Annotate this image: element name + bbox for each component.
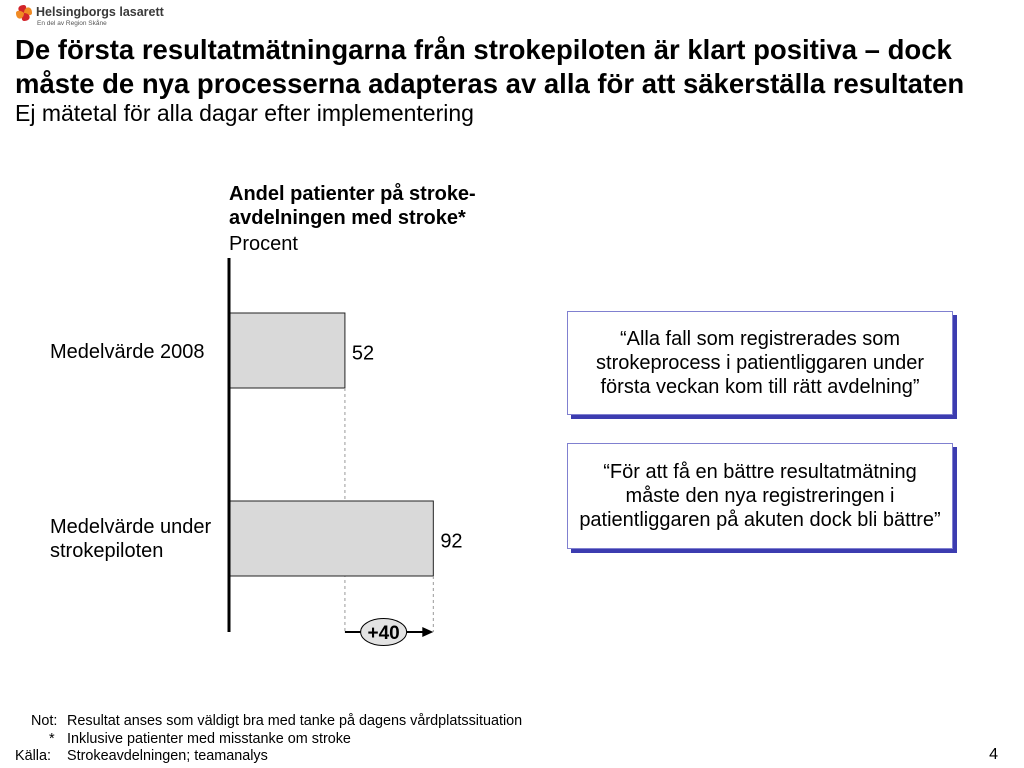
difference-label: +40 (367, 623, 400, 644)
chart-header (229, 182, 487, 256)
quote-box-1 (567, 311, 953, 415)
footnote-text: Inklusive patienter med misstanke om stroke (67, 731, 351, 747)
bar-1 (230, 313, 345, 388)
category-label-1: Medelvärde 2008 (50, 341, 205, 363)
footnote-label: * (49, 731, 55, 747)
quote-text: “För att få en bättre resultatmätning måste den nya registreringen i patientliggaren på akuten dock bli bättre” (579, 461, 941, 531)
quote-box-2 (567, 443, 953, 549)
logo-tagline: En del av Region Skåne (37, 20, 107, 27)
chart-unit-label: Procent (229, 233, 298, 255)
bar-2 (230, 501, 433, 576)
bar-1-value-label: 52 (351, 342, 375, 365)
bar-chart-plot (200, 250, 500, 650)
bar-2-value-label: 92 (440, 530, 463, 553)
footnote-label: Not: (31, 713, 58, 729)
difference-arrow-head (422, 627, 433, 637)
slide-subtitle: Ej mätetal för alla dagar efter implementering (15, 100, 474, 126)
page-number: 4 (989, 746, 998, 763)
source-text: Strokeavdelningen; teamanalys (67, 748, 268, 764)
logo-name: Helsingborgs lasarett (36, 5, 164, 19)
helsingborgs-lasarett-logo-icon (14, 3, 34, 23)
quote-text: “Alla fall som registrerades som strokeprocess i patientliggaren under första veckan kom till rätt avdelning” (596, 328, 924, 398)
bar-chart (40, 178, 500, 650)
source-label: Källa: (15, 748, 51, 764)
category-label-2: Medelvärde under strokepiloten (50, 516, 212, 562)
hospital-logo (0, 0, 180, 32)
slide-title: De första resultatmätningarna från strokepiloten är klart positiva – dock måste de nya processerna adapteras av alla för att säkerställa resultaten (15, 34, 965, 99)
footnote-text: Resultat anses som väldigt bra med tanke på dagens vårdplatssituation (67, 713, 523, 729)
chart-title: Andel patienter på stroke-avdelningen med stroke* (229, 183, 476, 229)
